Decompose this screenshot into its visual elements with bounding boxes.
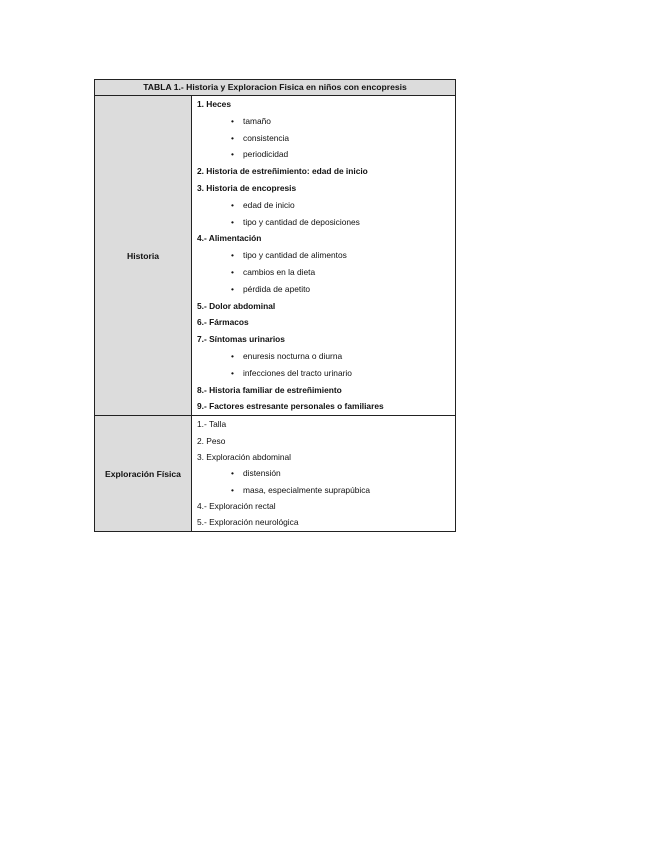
list-item <box>197 433 455 449</box>
bullet-icon: • <box>231 115 234 126</box>
bullet-icon: • <box>231 283 234 294</box>
item-text: cambios en la dieta <box>243 266 316 277</box>
list-item <box>197 163 455 180</box>
list-item <box>197 314 455 331</box>
list-item <box>197 498 455 514</box>
bullet-icon: • <box>231 468 234 479</box>
bullet-item <box>197 281 455 298</box>
item-text: pérdida de apetito <box>243 283 311 294</box>
exploracion-header: Exploración Física <box>95 416 192 531</box>
bullet-item <box>197 365 455 382</box>
item-text: 4.- Exploración rectal <box>197 501 276 512</box>
item-text: 4.- Alimentación <box>197 233 262 244</box>
item-text: 1.- Talla <box>197 419 227 430</box>
bullet-item <box>197 348 455 365</box>
bullet-icon: • <box>231 149 234 160</box>
item-text: tamaño <box>243 115 271 126</box>
history-exam-table <box>94 79 456 532</box>
bullet-item <box>197 197 455 214</box>
list-item <box>197 298 455 315</box>
list-item <box>197 180 455 197</box>
bullet-item <box>197 113 455 130</box>
historia-header: Historia <box>95 96 192 415</box>
item-text: 3. Historia de encopresis <box>197 182 297 193</box>
bullet-icon: • <box>231 199 234 210</box>
bullet-icon: • <box>231 266 234 277</box>
item-text: enuresis nocturna o diurna <box>243 350 343 361</box>
bullet-item <box>197 214 455 231</box>
list-item <box>197 382 455 399</box>
item-text: 3. Exploración abdominal <box>197 451 292 462</box>
item-text: infecciones del tracto urinario <box>243 367 352 378</box>
exploracion-content <box>192 416 455 531</box>
item-text: 5.- Dolor abdominal <box>197 300 276 311</box>
exploracion-row <box>95 415 455 531</box>
bullet-icon: • <box>231 484 234 495</box>
item-text: 2. Historia de estreñimiento: edad de inicio <box>197 166 368 177</box>
bullet-item <box>197 465 455 481</box>
list-item <box>197 331 455 348</box>
item-text: 1. Heces <box>197 99 231 109</box>
bullet-item <box>197 482 455 498</box>
item-text: edad de inicio <box>243 199 295 210</box>
bullet-icon: • <box>231 216 234 227</box>
list-item <box>197 96 455 113</box>
bullet-icon: • <box>231 132 234 143</box>
table-title: TABLA 1.- Historia y Exploracion Fisica en niños con encopresis <box>95 80 455 96</box>
item-text: tipo y cantidad de deposiciones <box>243 216 360 227</box>
item-text: 5.- Exploración neurológica <box>197 517 299 528</box>
item-text: periodicidad <box>243 149 289 160</box>
bullet-icon: • <box>231 250 234 261</box>
item-text: masa, especialmente suprapúbica <box>243 484 371 495</box>
item-text: consistencia <box>243 132 290 143</box>
historia-content <box>192 96 455 415</box>
bullet-item <box>197 264 455 281</box>
item-text: 9.- Factores estresante personales o familiares <box>197 401 384 412</box>
item-text: 7.- Síntomas urinarios <box>197 334 285 345</box>
list-item <box>197 514 455 530</box>
list-item <box>197 398 455 415</box>
list-item <box>197 230 455 247</box>
bullet-icon: • <box>231 367 234 378</box>
bullet-item <box>197 130 455 147</box>
item-text: 2. Peso <box>197 435 226 446</box>
item-text: 8.- Historia familiar de estreñimiento <box>197 384 342 395</box>
item-text: distensión <box>243 468 281 479</box>
bullet-icon: • <box>231 350 234 361</box>
list-item <box>197 449 455 465</box>
list-item <box>197 416 455 432</box>
item-text: tipo y cantidad de alimentos <box>243 250 347 261</box>
historia-row <box>95 96 455 415</box>
item-text: 6.- Fármacos <box>197 317 249 328</box>
bullet-item <box>197 146 455 163</box>
bullet-item <box>197 247 455 264</box>
